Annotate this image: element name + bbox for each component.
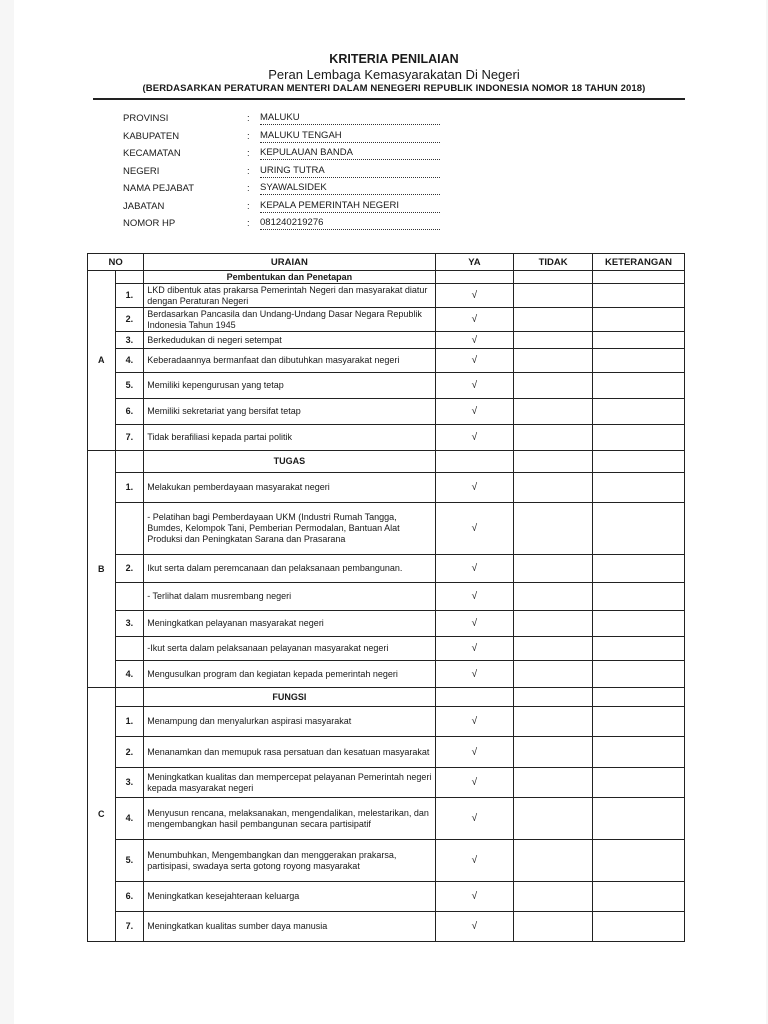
- info-colon: :: [247, 200, 250, 212]
- row-text: - Terlihat dalam musrembang negeri: [144, 583, 435, 611]
- document-title: KRITERIA PENILAIAN: [329, 52, 459, 66]
- table-row: [88, 555, 685, 583]
- info-colon: :: [247, 148, 250, 159]
- keterangan-cell: [592, 798, 684, 840]
- col-header-uraian: URAIAN: [144, 254, 435, 271]
- header-divider: [93, 98, 685, 100]
- info-value: KEPULAUAN BANDA: [260, 148, 440, 160]
- row-number: 6.: [115, 882, 144, 912]
- keterangan-cell: [592, 737, 684, 768]
- row-number: [115, 637, 144, 661]
- tidak-cell: [514, 399, 593, 425]
- keterangan-cell: [592, 611, 684, 637]
- col-header-tidak: TIDAK: [514, 254, 593, 271]
- row-number: 3.: [115, 611, 144, 637]
- ya-check: √: [435, 882, 514, 912]
- tidak-cell: [514, 637, 593, 661]
- keterangan-cell: [592, 284, 684, 308]
- empty-cell: [592, 271, 684, 284]
- table-row: [88, 611, 685, 637]
- row-number: 4.: [115, 661, 144, 688]
- ya-check: √: [435, 798, 514, 840]
- row-number: 2.: [115, 737, 144, 768]
- info-value: MALUKU TENGAH: [260, 131, 440, 143]
- row-number: 3.: [115, 768, 144, 798]
- row-number: 4.: [115, 349, 144, 373]
- table-row: [88, 637, 685, 661]
- row-text: Menyusun rencana, melaksanakan, mengendalikan, melestarikan, dan mengembangkan hasil pembangunan secara partisipatif: [144, 798, 435, 840]
- row-number: 7.: [115, 912, 144, 942]
- info-label: PROVINSI: [123, 113, 169, 124]
- tidak-cell: [514, 583, 593, 611]
- table-row: [88, 349, 685, 373]
- document-subtitle: Peran Lembaga Kemasyarakatan Di Negeri: [268, 67, 520, 82]
- keterangan-cell: [592, 555, 684, 583]
- table-row: [88, 882, 685, 912]
- info-value: SYAWALSIDEK: [260, 183, 440, 195]
- section-subheading: TUGAS: [144, 451, 435, 473]
- row-number: 2.: [115, 555, 144, 583]
- section-b-subheading-row: [88, 451, 685, 473]
- keterangan-cell: [592, 637, 684, 661]
- info-label: JABATAN: [123, 200, 165, 212]
- keterangan-cell: [592, 425, 684, 451]
- row-text: Meningkatkan kualitas dan mempercepat pelayanan Pemerintah negeri kepada masyarakat negeri: [144, 768, 435, 798]
- tidak-cell: [514, 308, 593, 332]
- ya-check: √: [435, 308, 514, 332]
- info-label: NAMA PEJABAT: [123, 183, 195, 194]
- empty-cell: [435, 688, 514, 707]
- row-text: - Pelatihan bagi Pemberdayaan UKM (Industri Rumah Tangga, Bumdes, Kelompok Tani, Pemberian Permodalan, Bantuan Alat Produksi dan Peningkatan Sarana dan Prasarana: [144, 503, 435, 555]
- keterangan-cell: [592, 882, 684, 912]
- ya-check: √: [435, 912, 514, 942]
- row-text: LKD dibentuk atas prakarsa Pemerintah Negeri dan masyarakat diatur dengan Peraturan Negeri: [144, 284, 435, 308]
- info-value: 081240219276: [260, 218, 440, 230]
- info-colon: :: [247, 165, 250, 177]
- keterangan-cell: [592, 503, 684, 555]
- info-colon: :: [247, 183, 250, 194]
- table-row: [88, 425, 685, 451]
- ya-check: √: [435, 768, 514, 798]
- table-row: [88, 768, 685, 798]
- row-text: Ikut serta dalam peremcanaan dan pelaksanaan pembangunan.: [144, 555, 435, 583]
- row-text: -Ikut serta dalam pelaksanaan pelayanan masyarakat negeri: [144, 637, 435, 661]
- row-text: Keberadaannya bermanfaat dan dibutuhkan masyarakat negeri: [144, 349, 435, 373]
- keterangan-cell: [592, 583, 684, 611]
- table-row: [88, 308, 685, 332]
- table-row: [88, 373, 685, 399]
- table-row: [88, 399, 685, 425]
- ya-check: √: [435, 473, 514, 503]
- ya-check: √: [435, 611, 514, 637]
- tidak-cell: [514, 349, 593, 373]
- row-text: Mengusulkan program dan kegiatan kepada pemerintah negeri: [144, 661, 435, 688]
- tidak-cell: [514, 737, 593, 768]
- row-text: Memiliki kepengurusan yang tetap: [144, 373, 435, 399]
- keterangan-cell: [592, 308, 684, 332]
- empty-cell: [514, 451, 593, 473]
- row-number: 5.: [115, 840, 144, 882]
- row-number: 1.: [115, 284, 144, 308]
- row-text: Meningkatkan kualitas sumber daya manusia: [144, 912, 435, 942]
- section-subheading: Pembentukan dan Penetapan: [144, 271, 435, 284]
- keterangan-cell: [592, 349, 684, 373]
- row-number: 7.: [115, 425, 144, 451]
- row-text: Berdasarkan Pancasila dan Undang-Undang Dasar Negara Republik Indonesia Tahun 1945: [144, 308, 435, 332]
- tidak-cell: [514, 768, 593, 798]
- ya-check: √: [435, 349, 514, 373]
- row-number: 3.: [115, 332, 144, 349]
- tidak-cell: [514, 284, 593, 308]
- table-row: [88, 473, 685, 503]
- tidak-cell: [514, 661, 593, 688]
- table-row: [88, 661, 685, 688]
- empty-cell: [115, 271, 144, 284]
- table-row: [88, 840, 685, 882]
- row-text: Melakukan pemberdayaan masyarakat negeri: [144, 473, 435, 503]
- section-letter: B: [88, 451, 116, 688]
- row-number: 1.: [115, 473, 144, 503]
- col-header-ya: YA: [435, 254, 514, 271]
- tidak-cell: [514, 555, 593, 583]
- criteria-table: [87, 253, 685, 942]
- ya-check: √: [435, 425, 514, 451]
- info-colon: :: [247, 218, 250, 229]
- tidak-cell: [514, 373, 593, 399]
- keterangan-cell: [592, 399, 684, 425]
- empty-cell: [115, 451, 144, 473]
- empty-cell: [115, 688, 144, 707]
- table-row: [88, 798, 685, 840]
- ya-check: √: [435, 661, 514, 688]
- table-row: [88, 912, 685, 942]
- ya-check: √: [435, 737, 514, 768]
- empty-cell: [592, 451, 684, 473]
- table-row: [88, 503, 685, 555]
- table-row: [88, 332, 685, 349]
- ya-check: √: [435, 707, 514, 737]
- col-header-keterangan: KETERANGAN: [592, 254, 684, 271]
- table-row: [88, 583, 685, 611]
- empty-cell: [435, 271, 514, 284]
- keterangan-cell: [592, 840, 684, 882]
- table-row: [88, 737, 685, 768]
- tidak-cell: [514, 611, 593, 637]
- row-number: 4.: [115, 798, 144, 840]
- keterangan-cell: [592, 661, 684, 688]
- empty-cell: [435, 451, 514, 473]
- row-text: Memiliki sekretariat yang bersifat tetap: [144, 399, 435, 425]
- keterangan-cell: [592, 473, 684, 503]
- ya-check: √: [435, 284, 514, 308]
- ya-check: √: [435, 840, 514, 882]
- info-label: NEGERI: [123, 165, 160, 177]
- regulation-basis: (BERDASARKAN PERATURAN MENTERI DALAM NENEGERI REPUBLIK INDONESIA NOMOR 18 TAHUN 2018): [142, 83, 646, 94]
- row-text: Menampung dan menyalurkan aspirasi masyarakat: [144, 707, 435, 737]
- row-text: Menanamkan dan memupuk rasa persatuan dan kesatuan masyarakat: [144, 737, 435, 768]
- row-number: 6.: [115, 399, 144, 425]
- row-text: Meningkatkan kesejahteraan keluarga: [144, 882, 435, 912]
- tidak-cell: [514, 798, 593, 840]
- empty-cell: [514, 271, 593, 284]
- tidak-cell: [514, 707, 593, 737]
- section-letter: A: [88, 271, 116, 451]
- tidak-cell: [514, 332, 593, 349]
- info-label: KECAMATAN: [123, 148, 181, 159]
- row-text: Meningkatkan pelayanan masyarakat negeri: [144, 611, 435, 637]
- row-text: Berkedudukan di negeri setempat: [144, 332, 435, 349]
- keterangan-cell: [592, 332, 684, 349]
- table-row: [88, 707, 685, 737]
- ya-check: √: [435, 583, 514, 611]
- row-number: [115, 503, 144, 555]
- info-label: NOMOR HP: [123, 218, 176, 229]
- tidak-cell: [514, 912, 593, 942]
- info-value: KEPALA PEMERINTAH NEGERI: [260, 201, 440, 213]
- tidak-cell: [514, 882, 593, 912]
- info-colon: :: [247, 113, 250, 124]
- empty-cell: [592, 688, 684, 707]
- keterangan-cell: [592, 912, 684, 942]
- row-number: 1.: [115, 707, 144, 737]
- row-number: 2.: [115, 308, 144, 332]
- table-header-row: [88, 254, 685, 271]
- row-number: 5.: [115, 373, 144, 399]
- section-a-subheading-row: [88, 271, 685, 284]
- info-label: KABUPATEN: [123, 130, 180, 142]
- row-number: [115, 583, 144, 611]
- keterangan-cell: [592, 768, 684, 798]
- info-value: MALUKU: [260, 113, 440, 125]
- tidak-cell: [514, 503, 593, 555]
- ya-check: √: [435, 373, 514, 399]
- row-text: Tidak berafiliasi kepada partai politik: [144, 425, 435, 451]
- section-subheading: FUNGSI: [144, 688, 435, 707]
- keterangan-cell: [592, 707, 684, 737]
- ya-check: √: [435, 555, 514, 583]
- tidak-cell: [514, 840, 593, 882]
- empty-cell: [514, 688, 593, 707]
- info-colon: :: [247, 130, 250, 142]
- ya-check: √: [435, 399, 514, 425]
- table-row: [88, 284, 685, 308]
- col-header-no: NO: [88, 254, 144, 271]
- row-text: Menumbuhkan, Mengembangkan dan menggerakan prakarsa, partisipasi, swadaya serta gotong royong masyarakat: [144, 840, 435, 882]
- section-c-subheading-row: [88, 688, 685, 707]
- ya-check: √: [435, 332, 514, 349]
- ya-check: √: [435, 637, 514, 661]
- info-value: URING TUTRA: [260, 166, 440, 178]
- ya-check: √: [435, 503, 514, 555]
- keterangan-cell: [592, 373, 684, 399]
- tidak-cell: [514, 473, 593, 503]
- tidak-cell: [514, 425, 593, 451]
- section-letter: C: [88, 688, 116, 942]
